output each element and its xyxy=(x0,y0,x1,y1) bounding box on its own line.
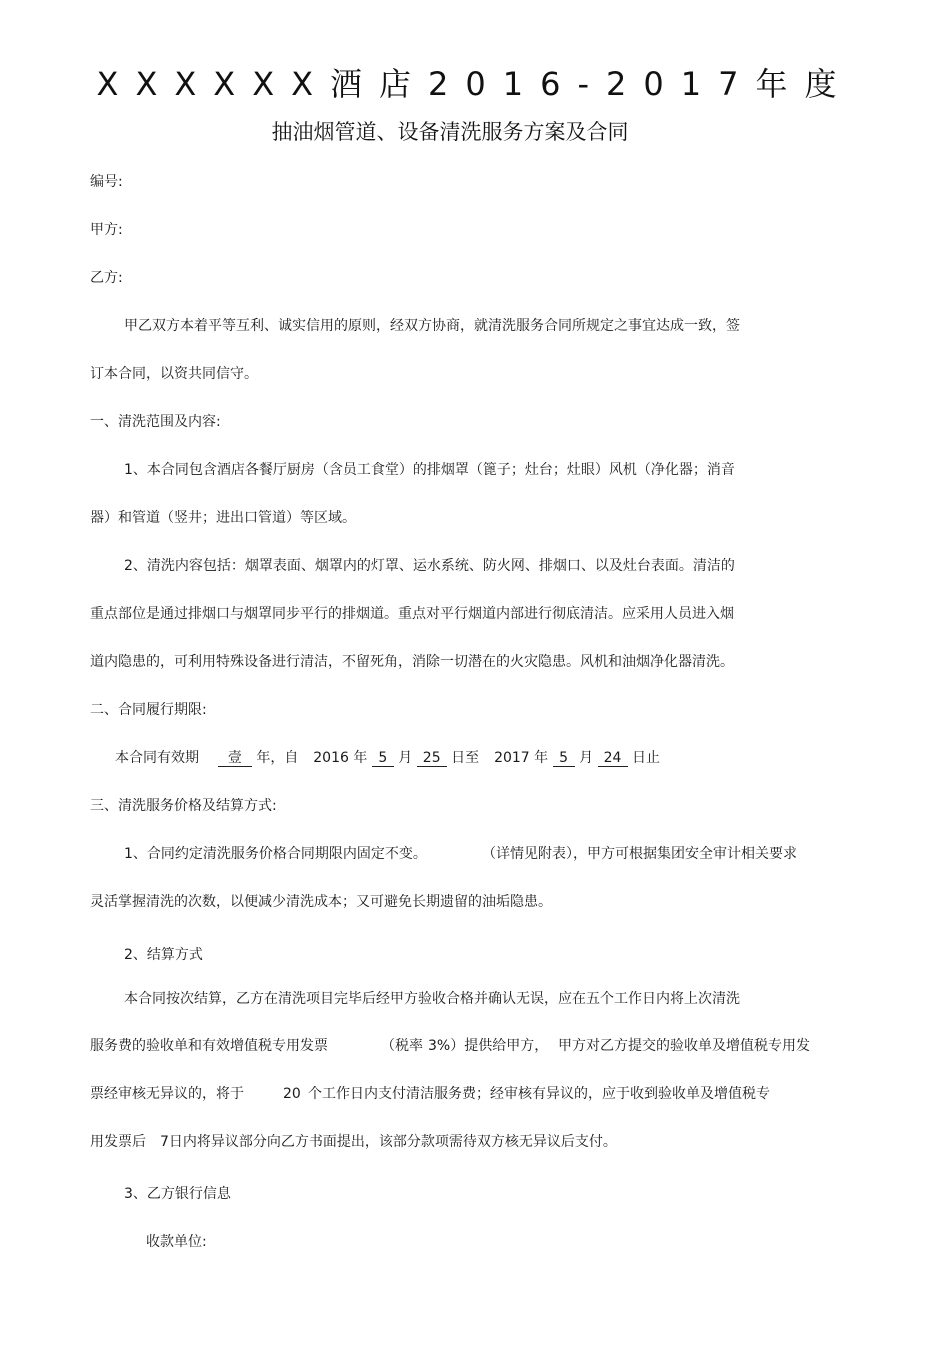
term-start-month: 5 xyxy=(372,750,394,767)
section-1-item-2-line-3: 道内隐患的，可利用特殊设备进行清洁，不留死角，消除一切潜在的火灾隐患。风机和油烟净化器清洗。 xyxy=(90,654,734,670)
settlement-line-3c: 个工作日内支付清洁服务费；经审核有异议的，应于收到验收单及增值税专 xyxy=(308,1086,770,1102)
section-3-item-1-line-2: 灵活掌握清洗的次数，以便减少清洗成本；又可避免长期遗留的油垢隐患。 xyxy=(90,894,552,910)
section-3-heading: 三、清洗服务价格及结算方式: xyxy=(90,798,277,814)
party-a-label: 甲方: xyxy=(90,222,123,238)
bank-info-heading: 3、乙方银行信息 xyxy=(124,1186,231,1202)
settlement-line-2a: 服务费的验收单和有效增值税专用发票 xyxy=(90,1038,328,1054)
contract-term-line xyxy=(115,749,660,767)
term-start-day: 25 xyxy=(417,750,447,767)
term-end-text: 日止 xyxy=(631,750,660,766)
term-prefix: 本合同有效期 xyxy=(115,750,199,766)
section-1-item-1-line-2: 器）和管道（竖井；进出口管道）等区域。 xyxy=(90,510,356,526)
term-year-text-2: 年 xyxy=(534,750,549,766)
settlement-line-2b: （税率 xyxy=(381,1038,423,1054)
section-2-heading: 二、合同履行期限: xyxy=(90,702,207,718)
term-day-to-text: 日至 xyxy=(451,750,480,766)
section-1-item-1-line-1: 1、本合同包含酒店各餐厅厨房（含员工食堂）的排烟罩（篦子；灶台；灶眼）风机（净化器；消音 xyxy=(124,462,735,478)
section-3-item-1-line-1a: 1、合同约定清洗服务价格合同期限内固定不变。 xyxy=(124,846,427,862)
term-month-text-2: 月 xyxy=(579,750,594,766)
term-years-value: 壹 xyxy=(218,750,252,767)
settlement-line-4: 用发票后 7日内将异议部分向乙方书面提出，该部分款项需待双方核无异议后支付。 xyxy=(90,1134,617,1150)
document-title: XXXXXX酒店2016-2017年度 xyxy=(96,65,854,103)
settlement-line-1: 本合同按次结算，乙方在清洗项目完毕后经甲方验收合格并确认无误，应在五个工作日内将上次清洗 xyxy=(124,991,740,1007)
payee-label: 收款单位: xyxy=(146,1234,207,1250)
term-end-month: 5 xyxy=(553,750,575,767)
settlement-line-3a: 票经审核无异议的，将于 xyxy=(90,1086,244,1102)
section-1-heading: 一、清洗范围及内容: xyxy=(90,414,221,430)
settlement-line-3b: 20 xyxy=(283,1086,301,1102)
section-1-item-2-line-2: 重点部位是通过排烟口与烟罩同步平行的排烟道。重点对平行烟道内部进行彻底清洁。应采用人员进入烟 xyxy=(90,606,734,622)
term-year-from-text: 年，自 xyxy=(256,750,299,766)
settlement-line-2c: 3%）提供给甲方， xyxy=(428,1038,549,1054)
intro-line-2: 订本合同，以资共同信守。 xyxy=(90,366,258,382)
term-start-year: 2016 xyxy=(313,750,349,766)
term-month-text: 月 xyxy=(398,750,413,766)
document-subtitle: 抽油烟管道、设备清洗服务方案及合同 xyxy=(271,120,629,144)
party-b-label: 乙方: xyxy=(90,270,123,286)
term-year-text: 年 xyxy=(353,750,368,766)
section-3-item-1-line-1b: （详情见附表），甲方可根据集团安全审计相关要求 xyxy=(482,846,797,862)
contract-number-label: 编号: xyxy=(90,174,123,190)
settlement-heading: 2、结算方式 xyxy=(124,947,203,963)
term-end-day: 24 xyxy=(598,750,628,767)
intro-line-1: 甲乙双方本着平等互利、诚实信用的原则，经双方协商，就清洗服务合同所规定之事宜达成一致，签 xyxy=(124,318,740,334)
settlement-line-2d: 甲方对乙方提交的验收单及增值税专用发 xyxy=(558,1038,810,1054)
term-end-year: 2017 xyxy=(494,750,530,766)
section-1-item-2-line-1: 2、清洗内容包括：烟罩表面、烟罩内的灯罩、运水系统、防火网、排烟口、以及灶台表面。清洁的 xyxy=(124,558,735,574)
